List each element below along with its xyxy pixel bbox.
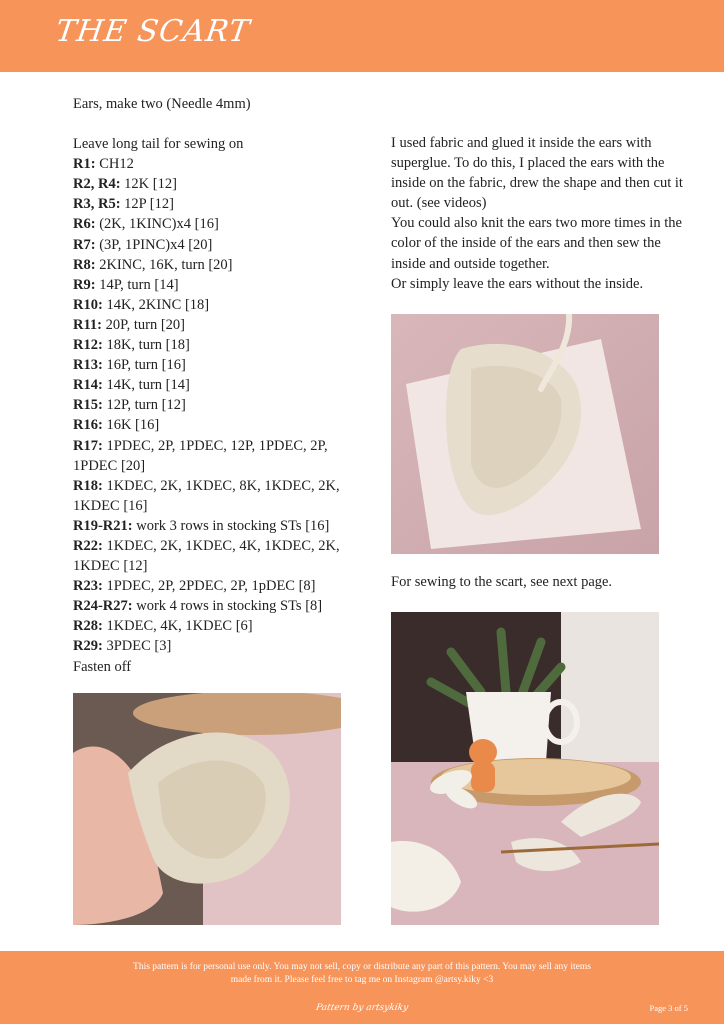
pattern-row [73,436,373,476]
row-label: R7: [73,236,96,253]
row-text: 18K, turn [18] [102,337,190,354]
pattern-row [73,415,373,435]
row-text: 12P [12] [120,196,174,213]
photo-ear-in-hand [73,693,341,925]
row-label: R12: [73,337,103,354]
row-label: R23: [73,578,103,595]
row-label: R16: [73,417,103,434]
row-text: 16P, turn [16] [102,357,186,374]
row-text: CH12 [95,156,134,173]
row-label: R13: [73,357,103,374]
row-label: R24-R27: [73,598,133,615]
row-text: 14K, turn [14] [102,377,190,394]
pattern-row [73,375,373,395]
row-label: R8: [73,256,96,273]
row-text: 14K, 2KINC [18] [102,296,210,313]
pattern-row [73,235,373,255]
footer-notice: This pattern is for personal use only. You may not sell, copy or distribute any part of this pattern. You may sell any items made from it. Please feel free to tag me on Instagram @artsy.kiky <3 [133,962,591,985]
pattern-row [73,516,373,536]
row-label: R28: [73,618,103,635]
pattern-row [73,576,373,596]
page-footer [0,951,724,1024]
page-number: Page 3 of 5 [649,1003,688,1013]
pattern-row [73,596,373,616]
row-label: R10: [73,296,103,313]
row-label: R1: [73,156,96,173]
row-label: R19-R21: [73,517,133,534]
instructions-intro: Leave long tail for sewing on [73,136,244,153]
page-header [0,0,724,72]
pattern-row [73,194,373,214]
row-text: 20P, turn [20] [102,316,185,333]
pattern-row [73,636,373,656]
photo-ear-on-fabric [391,314,659,554]
pattern-row [73,355,373,375]
row-text: 1PDEC, 2P, 1PDEC, 12P, 1PDEC, 2P, 1PDEC [20] [73,437,328,474]
row-label: R2, R4: [73,176,121,193]
header-title: THE SCART [53,14,253,49]
pattern-row [73,476,373,516]
footer-signature: Pattern by artsykiky [315,1003,409,1013]
row-text: 3PDEC [3] [102,638,172,655]
row-label: R17: [73,437,103,454]
notes-column [391,133,691,294]
pattern-row [73,395,373,415]
row-text: work 4 rows in stocking STs [8] [132,598,323,615]
notes-caption: For sewing to the scart, see next page. [391,574,613,590]
row-text: 1KDEC, 2K, 1KDEC, 4K, 1KDEC, 2K, 1KDEC [12] [73,537,340,575]
photo-finished-bee [391,612,659,925]
pattern-row [73,154,373,174]
row-text: 1KDEC, 4K, 1KDEC [6] [102,618,253,635]
row-text: (2K, 1KINC)x4 [16] [95,216,219,233]
pattern-row [73,275,373,295]
row-text: 1KDEC, 2K, 1KDEC, 8K, 1KDEC, 2K, 1KDEC [16] [73,477,340,514]
row-label: R18: [73,477,103,494]
row-label: R6: [73,216,96,233]
row-label: R14: [73,377,103,394]
row-label: R9: [73,276,96,293]
row-text: (3P, 1PINC)x4 [20] [95,236,213,253]
row-label: R22: [73,537,103,554]
row-label: R11: [73,316,102,333]
row-label: R3, R5: [73,196,121,213]
pattern-row [73,174,373,194]
row-text: 16K [16] [102,417,160,434]
pattern-row [73,255,373,275]
notes-paragraph: Or simply leave the ears without the inside. [391,275,644,292]
pattern-row [73,536,373,576]
row-text: work 3 rows in stocking STs [16] [132,517,330,534]
pattern-row [73,295,373,315]
row-text: 14P, turn [14] [95,276,179,293]
notes-paragraph: You could also knit the ears two more times in the color of the inside of the ears and then sew the inside and outside together. [391,215,682,272]
pattern-row [73,616,373,636]
instructions-heading: Ears, make two (Needle 4mm) [73,96,251,112]
instructions-column [73,94,373,677]
row-text: 12K [12] [120,176,177,193]
row-label: R15: [73,397,103,414]
instructions-outro: Fasten off [73,658,132,675]
row-text: 2KINC, 16K, turn [20] [95,256,233,273]
pattern-row [73,315,373,335]
row-text: 1PDEC, 2P, 2PDEC, 2P, 1pDEC [8] [102,578,316,595]
pattern-row [73,214,373,234]
notes-paragraph: I used fabric and glued it inside the ears with superglue. To do this, I placed the ears with the inside on the fabric, drew the shape and then cut it out. (see videos) [391,135,683,212]
row-text: 12P, turn [12] [102,397,186,414]
pattern-row [73,335,373,355]
row-label: R29: [73,638,103,655]
row-list [73,154,373,656]
